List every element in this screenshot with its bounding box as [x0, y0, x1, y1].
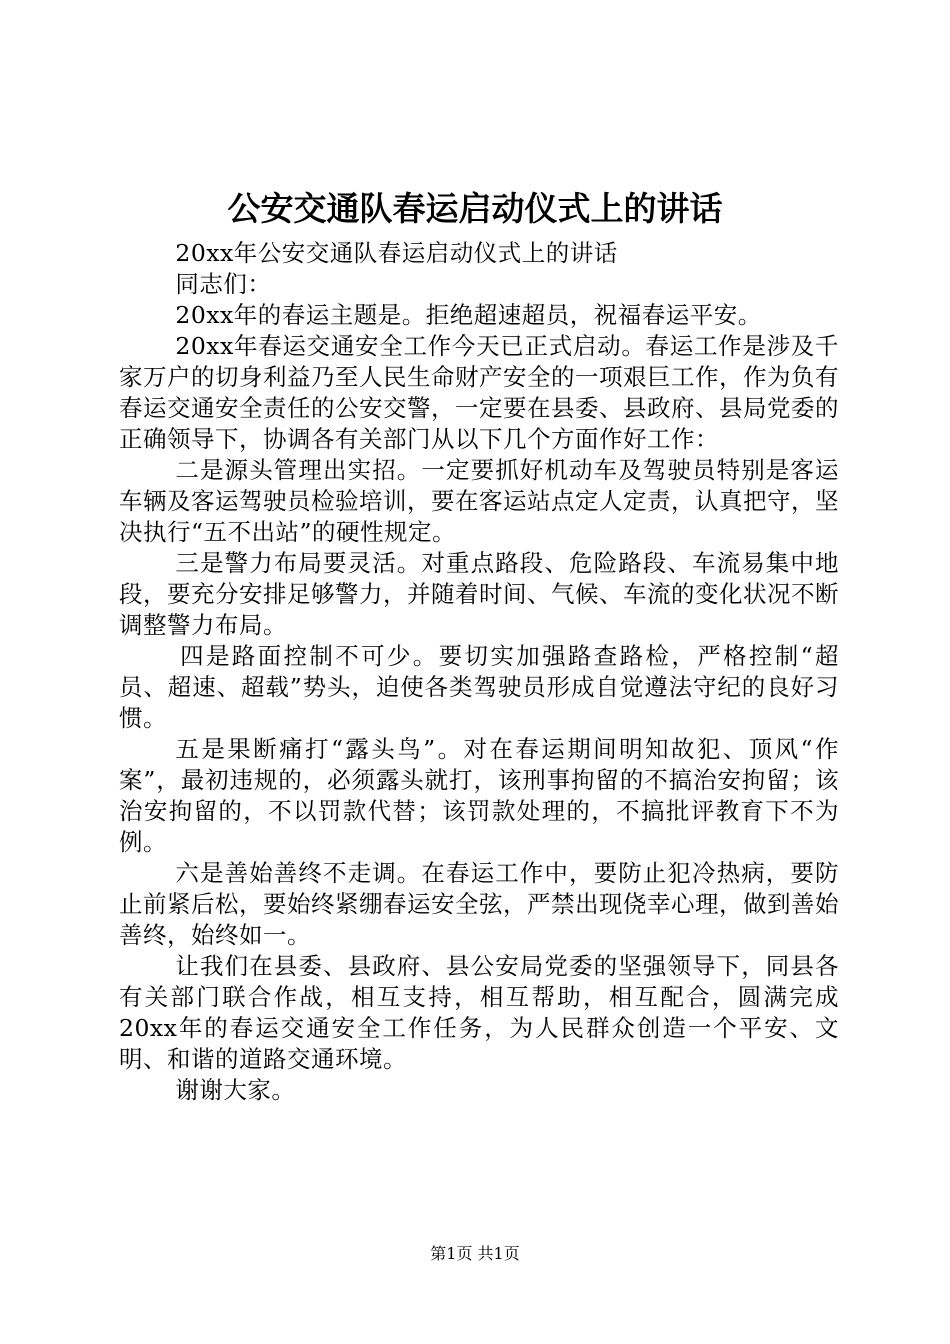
paragraph-subtitle: 20xx年公安交通队春运启动仪式上的讲话	[175, 239, 618, 267]
paragraph-point-five: 五是果断痛打“露头鸟”。对在春运期间明知故犯、顶风“作案”，最初违规的，必须露头就打，该刑事拘留的不搞治安拘留；该治安拘留的，不以罚款代替；该罚款处理的，不搞批评教育下不为例。	[119, 735, 839, 856]
paragraph-point-four: 四是路面控制不可少。要切实加强路查路检，严格控制“超员、超速、超载”势头，迫使各类驾驶员形成自觉遵法守纪的良好习惯。	[119, 642, 839, 732]
document-body	[119, 238, 839, 1106]
paragraph-thanks: 谢谢大家。	[175, 1076, 296, 1104]
paragraph-closing: 让我们在县委、县政府、县公安局党委的坚强领导下，同县各有关部门联合作战，相互支持，相互帮助，相互配合，圆满完成20xx年的春运交通安全工作任务，为人民群众创造一个平安、文明、和谐的道路交通环境。	[119, 952, 839, 1073]
paragraph-theme: 20xx年的春运主题是。拒绝超速超员，祝福春运平安。	[175, 301, 762, 329]
paragraph-point-two: 二是源头管理出实招。一定要抓好机动车及驾驶员特别是客运车辆及客运驾驶员检验培训，要在客运站点定人定责，认真把守，坚决执行“五不出站”的硬性规定。	[119, 456, 839, 546]
page-number-footer: 第1页 共1页	[430, 1244, 520, 1263]
paragraph-point-three: 三是警力布局要灵活。对重点路段、危险路段、车流易集中地段，要充分安排足够警力，并随着时间、气候、车流的变化状况不断调整警力布局。	[119, 549, 839, 639]
paragraph-intro: 20xx年春运交通安全工作今天已正式启动。春运工作是涉及千家万户的切身利益乃至人民生命财产安全的一项艰巨工作，作为负有春运交通安全责任的公安交警，一定要在县委、县政府、县局党委的正确领导下，协调各有关部门从以下几个方面作好工作：	[119, 332, 839, 453]
document-title: 公安交通队春运启动仪式上的讲话	[227, 189, 723, 228]
paragraph-point-six: 六是善始善终不走调。在春运工作中，要防止犯冷热病，要防止前紧后松，要始终紧绷春运安全弦，严禁出现侥幸心理，做到善始善终，始终如一。	[119, 859, 839, 949]
paragraph-salutation: 同志们：	[175, 270, 272, 298]
